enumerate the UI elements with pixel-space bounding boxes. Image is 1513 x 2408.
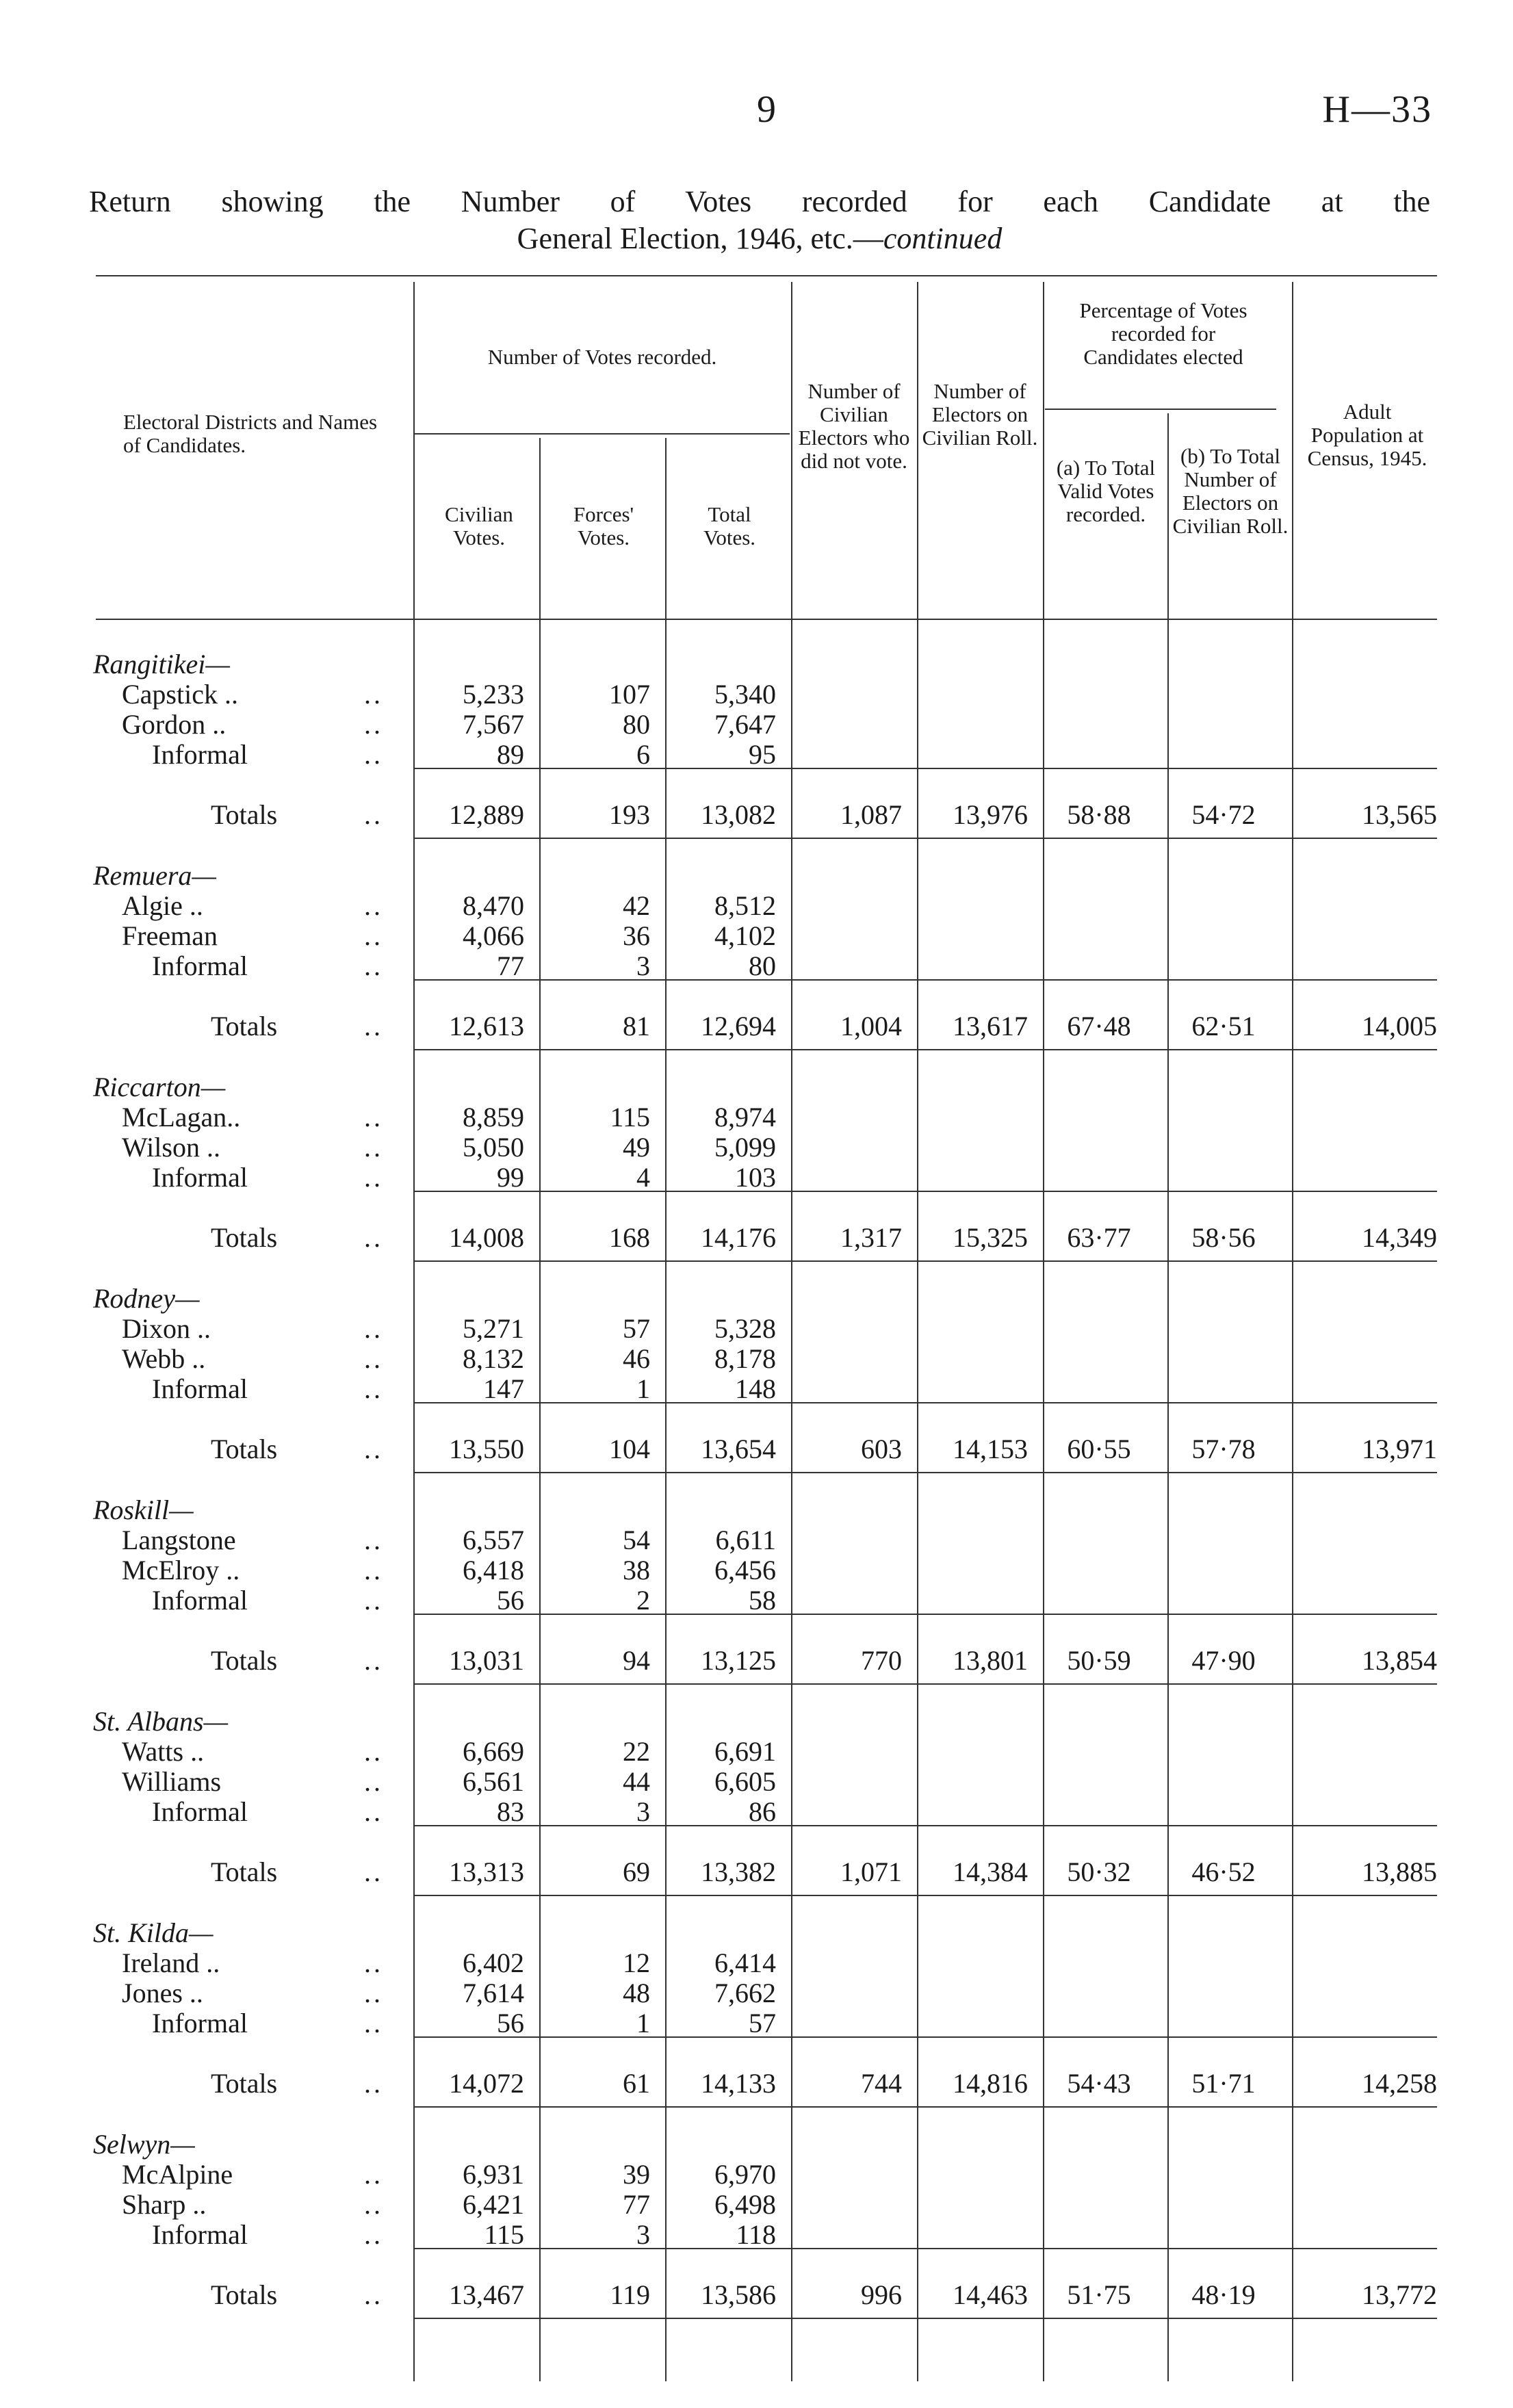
page-number: 9: [757, 88, 776, 131]
candidate-name: Dixon ..: [122, 1313, 211, 1344]
leader-dots: ..: [364, 2279, 383, 2310]
leader-dots: ..: [364, 1162, 383, 1193]
candidate-name: Informal: [152, 1373, 248, 1404]
vote-civ: 6,669: [463, 1736, 524, 1767]
vote-total: 58: [749, 1585, 776, 1616]
total-pop: 13,772: [1362, 2279, 1437, 2310]
candidate-name: Informal: [152, 2008, 248, 2038]
header-total: Total Votes.: [703, 502, 756, 549]
leader-dots: ..: [364, 1222, 383, 1253]
candidate-name: McAlpine: [122, 2159, 233, 2190]
candidate-name: Jones ..: [122, 1978, 203, 2008]
leader-dots: ..: [364, 1796, 383, 1827]
header-pct-b: (b) To Total Number of Electors on Civilian Roll.: [1172, 444, 1289, 538]
totals-top-rule: [413, 2036, 1437, 2038]
total-total: 13,082: [701, 799, 776, 830]
totals-top-rule: [413, 1402, 1437, 1403]
total-pa: 50·59: [1067, 1645, 1131, 1676]
total-pb: 62·51: [1191, 1011, 1256, 1041]
leader-dots: ..: [364, 2068, 383, 2099]
totals-bottom-rule: [413, 838, 1437, 839]
vote-forces: 44: [623, 1766, 650, 1797]
total-pa: 50·32: [1067, 1856, 1131, 1887]
vote-total: 148: [735, 1373, 776, 1404]
vote-total: 6,970: [714, 2159, 776, 2190]
leader-dots: ..: [364, 1645, 383, 1676]
pct-group-rule: [1045, 409, 1276, 410]
vote-civ: 7,567: [463, 709, 524, 740]
totals-label: Totals: [211, 1856, 278, 1887]
totals-top-rule: [413, 768, 1437, 769]
total-forces: 168: [609, 1222, 650, 1253]
total-pop: 14,258: [1362, 2068, 1437, 2099]
header-district-text: Electoral Districts and Names of Candidates.: [123, 410, 378, 457]
vote-forces: 22: [623, 1736, 650, 1767]
table-top-rule: [96, 275, 1437, 276]
total-pa: 54·43: [1067, 2068, 1131, 2099]
total-total: 13,654: [701, 1434, 776, 1464]
total-total: 13,125: [701, 1645, 776, 1676]
total-forces: 81: [623, 1011, 650, 1041]
table-title-continued: continued: [883, 222, 1003, 255]
vote-civ: 5,271: [463, 1313, 524, 1344]
vote-total: 95: [749, 739, 776, 770]
leader-dots: ..: [364, 1102, 383, 1132]
total-pop: 13,565: [1362, 799, 1437, 830]
candidate-name: Informal: [152, 1585, 248, 1616]
vote-total: 6,691: [714, 1736, 776, 1767]
leader-dots: ..: [364, 1856, 383, 1887]
vote-forces: 36: [623, 920, 650, 951]
leader-dots: ..: [364, 890, 383, 921]
vote-total: 8,974: [714, 1102, 776, 1132]
table-title-line-1: [89, 183, 1430, 220]
vote-forces: 80: [623, 709, 650, 740]
total-pa: 63·77: [1067, 1222, 1131, 1253]
vote-forces: 6: [636, 739, 650, 770]
candidate-name: Algie ..: [122, 890, 203, 921]
total-pop: 14,349: [1362, 1222, 1437, 1253]
vote-civ: 6,557: [463, 1525, 524, 1555]
leader-dots: ..: [364, 1555, 383, 1585]
leader-dots: ..: [364, 1947, 383, 1978]
leader-dots: ..: [364, 920, 383, 951]
vote-forces: 1: [636, 1373, 650, 1404]
total-roll: 15,325: [953, 1222, 1028, 1253]
vote-forces: 46: [623, 1343, 650, 1374]
total-nonvote: 996: [861, 2279, 902, 2310]
totals-bottom-rule: [413, 1260, 1437, 1262]
vote-forces: 54: [623, 1525, 650, 1555]
totals-bottom-rule: [413, 2106, 1437, 2108]
vote-total: 8,178: [714, 1343, 776, 1374]
vote-civ: 8,132: [463, 1343, 524, 1374]
leader-dots: ..: [364, 799, 383, 830]
vote-total: 118: [736, 2219, 776, 2250]
total-roll: 14,463: [953, 2279, 1028, 2310]
votes-group-rule: [415, 433, 790, 435]
vote-civ: 99: [497, 1162, 524, 1193]
leader-dots: ..: [364, 1011, 383, 1041]
total-nonvote: 744: [861, 2068, 902, 2099]
candidate-name: Capstick ..: [122, 679, 238, 710]
district-name: Riccarton—: [93, 1072, 226, 1102]
total-total: 14,133: [701, 2068, 776, 2099]
totals-label: Totals: [211, 2279, 278, 2310]
total-pop: 13,854: [1362, 1645, 1437, 1676]
leader-dots: ..: [364, 1585, 383, 1616]
vote-forces: 4: [636, 1162, 650, 1193]
vote-civ: 147: [483, 1373, 524, 1404]
vote-civ: 6,931: [463, 2159, 524, 2190]
total-nonvote: 1,004: [840, 1011, 902, 1041]
leader-dots: ..: [364, 1766, 383, 1797]
vote-total: 8,512: [714, 890, 776, 921]
total-forces: 119: [610, 2279, 650, 2310]
header-forces: Forces' Votes.: [573, 502, 634, 549]
vote-total: 5,099: [714, 1132, 776, 1163]
totals-label: Totals: [211, 799, 278, 830]
totals-bottom-rule: [413, 1049, 1437, 1050]
total-civ: 12,889: [449, 799, 524, 830]
vote-total: 80: [749, 950, 776, 981]
candidate-name: Informal: [152, 1796, 248, 1827]
totals-top-rule: [413, 1825, 1437, 1826]
header-bottom-rule: [96, 619, 1437, 620]
total-total: 13,382: [701, 1856, 776, 1887]
totals-label: Totals: [211, 1011, 278, 1041]
total-civ: 12,613: [449, 1011, 524, 1041]
total-civ: 13,550: [449, 1434, 524, 1464]
totals-bottom-rule: [413, 1472, 1437, 1473]
vote-total: 6,456: [714, 1555, 776, 1585]
vote-civ: 8,470: [463, 890, 524, 921]
vote-civ: 5,233: [463, 679, 524, 710]
total-forces: 61: [623, 2068, 650, 2099]
vote-total: 6,605: [714, 1766, 776, 1797]
total-pb: 48·19: [1191, 2279, 1256, 2310]
header-civilian-roll: Number of Electors on Civilian Roll.: [922, 379, 1038, 450]
vote-forces: 39: [623, 2159, 650, 2190]
candidate-name: Gordon ..: [122, 709, 227, 740]
candidate-name: Wilson ..: [122, 1132, 220, 1163]
total-pb: 46·52: [1191, 1856, 1256, 1887]
total-pop: 13,885: [1362, 1856, 1437, 1887]
col-line-5: [917, 282, 918, 2381]
totals-top-rule: [413, 1614, 1437, 1615]
total-civ: 13,313: [449, 1856, 524, 1887]
vote-forces: 115: [610, 1102, 650, 1132]
vote-forces: 38: [623, 1555, 650, 1585]
candidate-name: Informal: [152, 950, 248, 981]
col-line-8: [1292, 282, 1293, 2381]
header-did-not-vote: Number of Civilian Electors who did not vote.: [798, 379, 910, 473]
vote-total: 6,498: [714, 2189, 776, 2220]
total-pa: 51·75: [1067, 2279, 1131, 2310]
table-title-text-2: General Election, 1946, etc.—: [517, 222, 883, 255]
totals-top-rule: [413, 1191, 1437, 1192]
total-pa: 67·48: [1067, 1011, 1131, 1041]
col-line-6: [1043, 282, 1044, 2381]
vote-forces: 3: [636, 2219, 650, 2250]
total-total: 13,586: [701, 2279, 776, 2310]
vote-civ: 56: [497, 2008, 524, 2038]
vote-civ: 7,614: [463, 1978, 524, 2008]
vote-forces: 3: [636, 1796, 650, 1827]
vote-civ: 89: [497, 739, 524, 770]
header-pct-a: (a) To Total Valid Votes recorded.: [1056, 456, 1156, 526]
vote-total: 6,414: [714, 1947, 776, 1978]
vote-civ: 6,561: [463, 1766, 524, 1797]
leader-dots: ..: [364, 2008, 383, 2038]
col-line-4: [791, 282, 792, 2381]
vote-civ: 56: [497, 1585, 524, 1616]
leader-dots: ..: [364, 1434, 383, 1464]
vote-total: 6,611: [715, 1525, 776, 1555]
vote-forces: 57: [623, 1313, 650, 1344]
candidate-name: Informal: [152, 1162, 248, 1193]
district-name: St. Albans—: [93, 1706, 229, 1737]
candidate-name: Webb ..: [122, 1343, 206, 1374]
total-total: 12,694: [701, 1011, 776, 1041]
vote-total: 86: [749, 1796, 776, 1827]
total-total: 14,176: [701, 1222, 776, 1253]
leader-dots: ..: [364, 1736, 383, 1767]
totals-label: Totals: [211, 1645, 278, 1676]
total-roll: 14,153: [953, 1434, 1028, 1464]
total-forces: 69: [623, 1856, 650, 1887]
district-name: Rangitikei—: [93, 649, 230, 679]
candidate-name: McLagan..: [122, 1102, 241, 1132]
leader-dots: ..: [364, 2189, 383, 2220]
total-pop: 14,005: [1362, 1011, 1437, 1041]
total-nonvote: 1,087: [840, 799, 902, 830]
vote-total: 5,340: [714, 679, 776, 710]
vote-civ: 4,066: [463, 920, 524, 951]
candidate-name: Sharp ..: [122, 2189, 207, 2220]
vote-civ: 6,402: [463, 1947, 524, 1978]
total-civ: 13,031: [449, 1645, 524, 1676]
header-votes-group: Number of Votes recorded.: [487, 345, 717, 369]
total-pb: 51·71: [1191, 2068, 1256, 2099]
district-name: Roskill—: [93, 1494, 194, 1525]
vote-total: 7,647: [714, 709, 776, 740]
leader-dots: ..: [364, 1525, 383, 1555]
total-pb: 54·72: [1191, 799, 1256, 830]
leader-dots: ..: [364, 950, 383, 981]
total-nonvote: 770: [861, 1645, 902, 1676]
header-district: [123, 411, 397, 457]
total-pa: 58·88: [1067, 799, 1131, 830]
total-civ: 13,467: [449, 2279, 524, 2310]
leader-dots: ..: [364, 1343, 383, 1374]
totals-bottom-rule: [413, 1895, 1437, 1896]
district-name: Rodney—: [93, 1283, 200, 1314]
candidate-name: Ireland ..: [122, 1947, 220, 1978]
vote-civ: 115: [484, 2219, 524, 2250]
total-roll: 14,816: [953, 2068, 1028, 2099]
vote-forces: 48: [623, 1978, 650, 2008]
total-forces: 94: [623, 1645, 650, 1676]
total-forces: 104: [609, 1434, 650, 1464]
vote-forces: 107: [609, 679, 650, 710]
vote-civ: 5,050: [463, 1132, 524, 1163]
total-roll: 13,976: [953, 799, 1028, 830]
totals-label: Totals: [211, 2068, 278, 2099]
candidate-name: Langstone: [122, 1525, 236, 1555]
vote-forces: 1: [636, 2008, 650, 2038]
district-name: St. Kilda—: [93, 1917, 214, 1948]
vote-civ: 6,421: [463, 2189, 524, 2220]
vote-forces: 12: [623, 1947, 650, 1978]
vote-total: 57: [749, 2008, 776, 2038]
vote-total: 103: [735, 1162, 776, 1193]
leader-dots: ..: [364, 1978, 383, 2008]
header-adult-population: Adult Population at Census, 1945.: [1307, 400, 1427, 470]
vote-total: 5,328: [714, 1313, 776, 1344]
total-pop: 13,971: [1362, 1434, 1437, 1464]
total-pa: 60·55: [1067, 1434, 1131, 1464]
total-nonvote: 1,317: [840, 1222, 902, 1253]
candidate-name: McElroy ..: [122, 1555, 240, 1585]
vote-civ: 77: [497, 950, 524, 981]
district-name: Selwyn—: [93, 2129, 195, 2160]
totals-label: Totals: [211, 1434, 278, 1464]
table-title-text-1: Return showing the Number of Votes recorded for each Candidate at the: [89, 185, 1430, 218]
total-nonvote: 1,071: [840, 1856, 902, 1887]
totals-label: Totals: [211, 1222, 278, 1253]
total-forces: 193: [609, 799, 650, 830]
candidate-name: Williams: [122, 1766, 222, 1797]
totals-bottom-rule: [413, 1683, 1437, 1685]
leader-dots: ..: [364, 679, 383, 710]
vote-total: 7,662: [714, 1978, 776, 2008]
candidate-name: Watts ..: [122, 1736, 205, 1767]
leader-dots: ..: [364, 2159, 383, 2190]
header-civilian: Civilian Votes.: [445, 502, 513, 549]
total-roll: 13,801: [953, 1645, 1028, 1676]
total-pb: 58·56: [1191, 1222, 1256, 1253]
total-roll: 13,617: [953, 1011, 1028, 1041]
total-nonvote: 603: [861, 1434, 902, 1464]
vote-forces: 42: [623, 890, 650, 921]
vote-forces: 3: [636, 950, 650, 981]
vote-forces: 2: [636, 1585, 650, 1616]
leader-dots: ..: [364, 1313, 383, 1344]
total-civ: 14,072: [449, 2068, 524, 2099]
vote-civ: 8,859: [463, 1102, 524, 1132]
total-pb: 57·78: [1191, 1434, 1256, 1464]
total-pb: 47·90: [1191, 1645, 1256, 1676]
table-title-line-2: [89, 220, 1430, 257]
header-percentage-group: Percentage of Votes recorded for Candidates elected: [1079, 298, 1247, 369]
total-roll: 14,384: [953, 1856, 1028, 1887]
vote-forces: 49: [623, 1132, 650, 1163]
district-name: Remuera—: [93, 860, 216, 891]
vote-civ: 83: [497, 1796, 524, 1827]
leader-dots: ..: [364, 739, 383, 770]
total-civ: 14,008: [449, 1222, 524, 1253]
vote-civ: 6,418: [463, 1555, 524, 1585]
vote-total: 4,102: [714, 920, 776, 951]
document-reference: H—33: [1322, 88, 1432, 131]
totals-top-rule: [413, 979, 1437, 981]
leader-dots: ..: [364, 1373, 383, 1404]
candidate-name: Freeman: [122, 920, 218, 951]
totals-bottom-rule: [413, 2318, 1437, 2319]
vote-forces: 77: [623, 2189, 650, 2220]
candidate-name: Informal: [152, 739, 248, 770]
leader-dots: ..: [364, 709, 383, 740]
leader-dots: ..: [364, 1132, 383, 1163]
leader-dots: ..: [364, 2219, 383, 2250]
totals-top-rule: [413, 2248, 1437, 2249]
candidate-name: Informal: [152, 2219, 248, 2250]
